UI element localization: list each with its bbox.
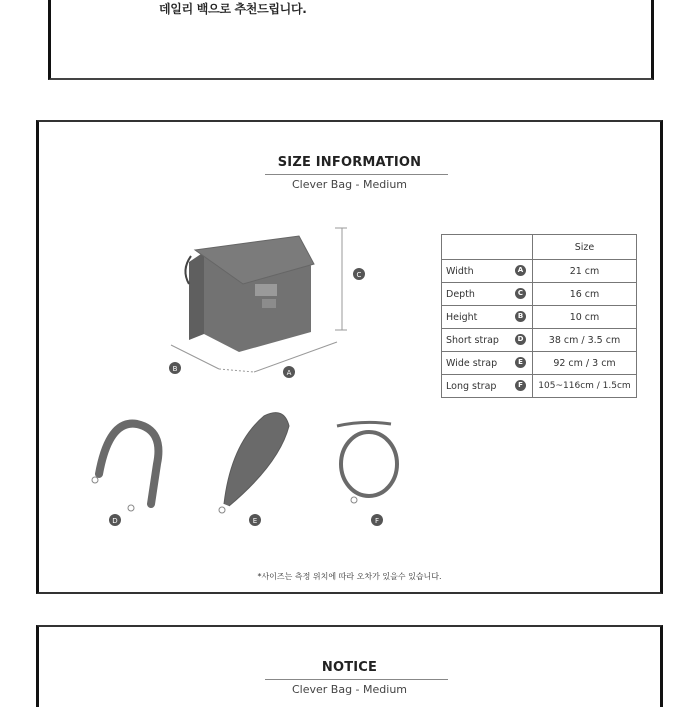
- badge-c: C: [356, 271, 362, 279]
- straps-diagram: [79, 404, 499, 534]
- badge-a: A: [286, 369, 292, 377]
- row-label: Height: [446, 311, 478, 323]
- table-header-blank: [442, 235, 533, 260]
- badge-b: B: [172, 365, 178, 373]
- table-row: [442, 283, 637, 306]
- size-note: *사이즈는 측정 위치에 따라 오차가 있을수 있습니다.: [257, 572, 442, 581]
- row-badge: B: [515, 311, 526, 322]
- row-label: Width: [446, 265, 474, 277]
- top-panel: [48, 0, 654, 80]
- size-table: [441, 234, 637, 398]
- table-header-row: [442, 235, 637, 260]
- row-value: 10 cm: [533, 306, 637, 329]
- row-value: 92 cm / 3 cm: [533, 352, 637, 375]
- table-row: [442, 375, 637, 398]
- notice-panel: [36, 625, 663, 707]
- badge-f: F: [374, 517, 380, 525]
- row-badge: A: [515, 265, 526, 276]
- bag-diagram: [159, 222, 379, 382]
- row-value: 105~116cm / 1.5cm: [533, 375, 637, 398]
- row-value: 16 cm: [533, 283, 637, 306]
- row-label: Short strap: [446, 334, 499, 346]
- table-row: [442, 352, 637, 375]
- row-label: Wide strap: [446, 357, 498, 369]
- table-row: [442, 329, 637, 352]
- size-information-panel: [36, 120, 663, 594]
- row-label: Depth: [446, 288, 475, 300]
- size-info-title: SIZE INFORMATION: [277, 155, 422, 170]
- size-info-subtitle: Clever Bag - Medium: [291, 178, 408, 191]
- row-badge: F: [515, 380, 526, 391]
- row-value: 38 cm / 3.5 cm: [533, 329, 637, 352]
- row-badge: E: [515, 357, 526, 368]
- row-badge: C: [515, 288, 526, 299]
- badge-d: D: [112, 517, 118, 525]
- badge-e: E: [252, 517, 258, 525]
- row-badge: D: [515, 334, 526, 345]
- row-value: 21 cm: [533, 260, 637, 283]
- notice-rule: [265, 679, 448, 680]
- table-row: [442, 306, 637, 329]
- recommendation-text: 데일리 백으로 추천드립니다.: [159, 2, 307, 16]
- row-label: Long strap: [446, 380, 497, 392]
- table-header-size: Size: [533, 235, 637, 260]
- notice-title: NOTICE: [321, 660, 378, 675]
- notice-subtitle: Clever Bag - Medium: [291, 683, 408, 696]
- title-rule: [265, 174, 448, 175]
- table-row: [442, 260, 637, 283]
